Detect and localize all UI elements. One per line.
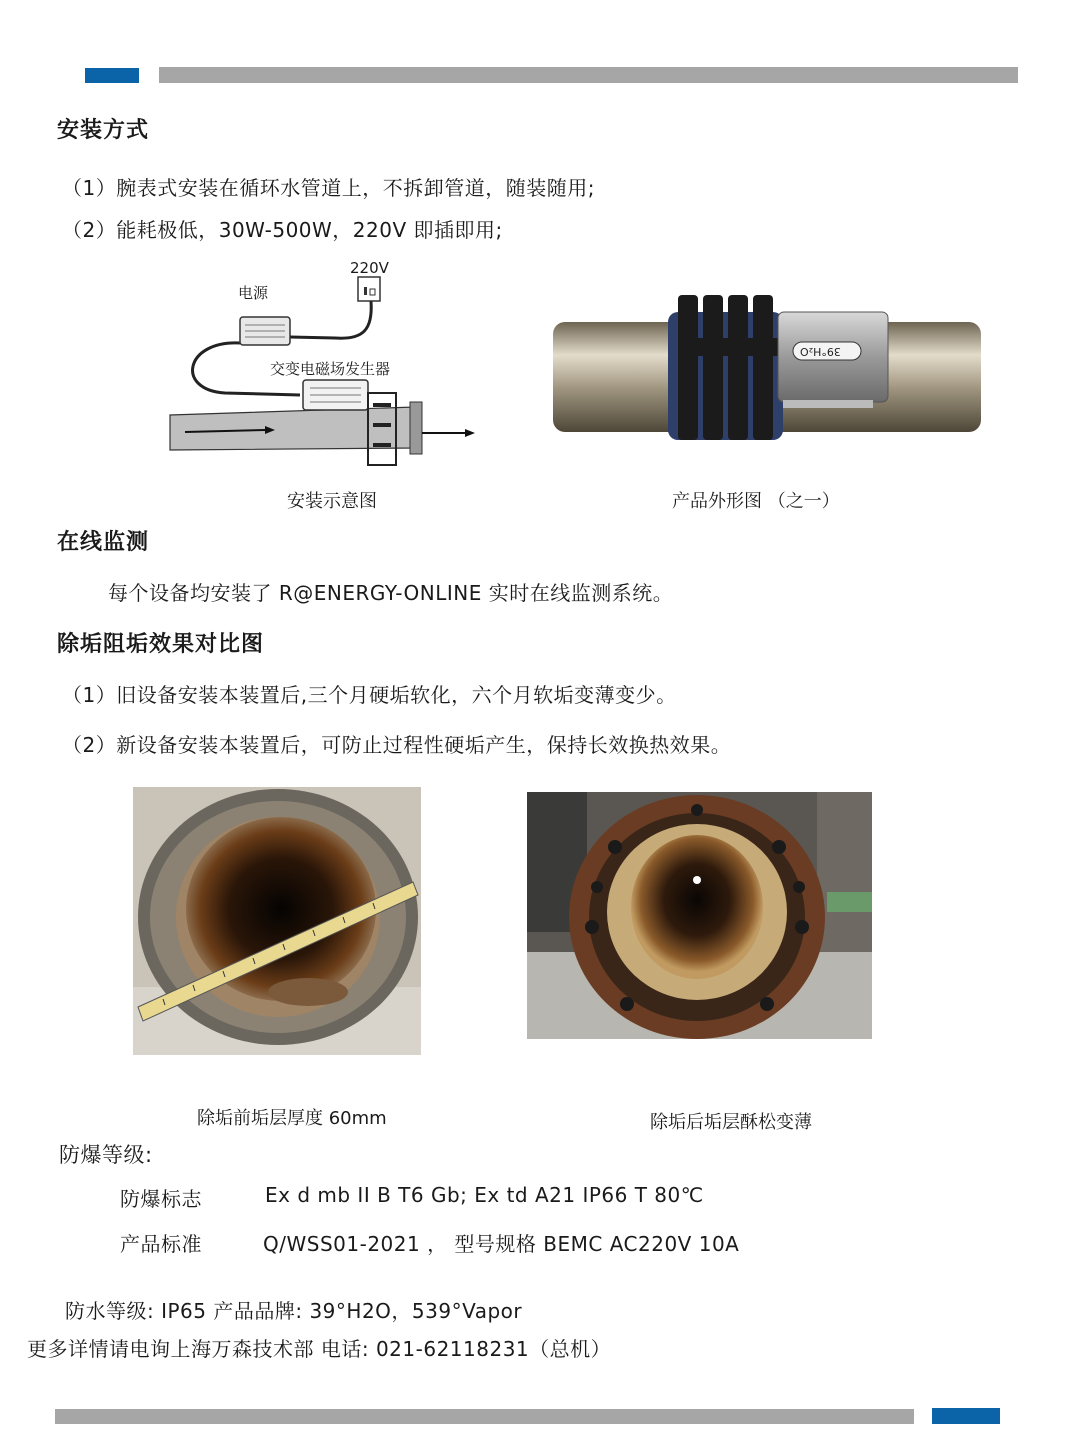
header-accent-bar — [85, 68, 139, 83]
monitor-text: 每个设备均安装了 R@ENERGY-ONLINE 实时在线监测系统。 — [108, 581, 674, 605]
section-title-explosion: 防爆等级: — [59, 1143, 153, 1167]
footer-accent-bar — [932, 1408, 1000, 1424]
section-title-monitor: 在线监测 — [57, 530, 150, 555]
contact-line: 更多详情请电询上海万森技术部 电话: 021-62118231（总机） — [27, 1337, 612, 1361]
photo-before-descaling — [133, 787, 421, 1055]
explosion-mark-value: Ex d mb II B T6 Gb; Ex td A21 IP66 T 80℃ — [265, 1183, 704, 1207]
caption-after: 除垢后垢层酥松变薄 — [650, 1112, 812, 1133]
header-divider-bar — [159, 67, 1018, 83]
photo-after-descaling — [527, 792, 872, 1039]
footer-divider-bar — [55, 1409, 914, 1424]
explosion-mark-label: 防爆标志 — [120, 1187, 202, 1211]
diagram-label-generator: 交变电磁场发生器 — [270, 360, 391, 378]
section-title-install: 安装方式 — [57, 118, 150, 143]
install-item-2: （2）能耗极低，30W-500W，220V 即插即用; — [62, 218, 503, 242]
diagram-caption: 安装示意图 — [287, 491, 377, 512]
product-image — [553, 290, 983, 440]
section-title-compare: 除垢阻垢效果对比图 — [57, 632, 265, 657]
product-device-label: 39°H₂O — [800, 345, 841, 358]
compare-item-1: （1）旧设备安装本装置后,三个月硬垢软化，六个月软垢变薄变少。 — [62, 683, 677, 707]
diagram-label-power: 电源 — [238, 284, 269, 302]
diagram-label-voltage: 220V — [350, 259, 389, 277]
product-caption: 产品外形图 （之一） — [672, 491, 840, 512]
install-item-1: （1）腕表式安装在循环水管道上，不拆卸管道，随装随用; — [62, 176, 595, 200]
product-standard-value: Q/WSS01-2021 ， 型号规格 BEMC AC220V 10A — [263, 1232, 740, 1256]
caption-before: 除垢前垢层厚度 60mm — [197, 1108, 387, 1129]
waterproof-brand-line: 防水等级: IP65 产品品牌: 39°H2O，539°Vapor — [65, 1299, 523, 1323]
compare-item-2: （2）新设备安装本装置后，可防止过程性硬垢产生，保持长效换热效果。 — [62, 733, 732, 757]
product-standard-label: 产品标准 — [120, 1232, 202, 1256]
